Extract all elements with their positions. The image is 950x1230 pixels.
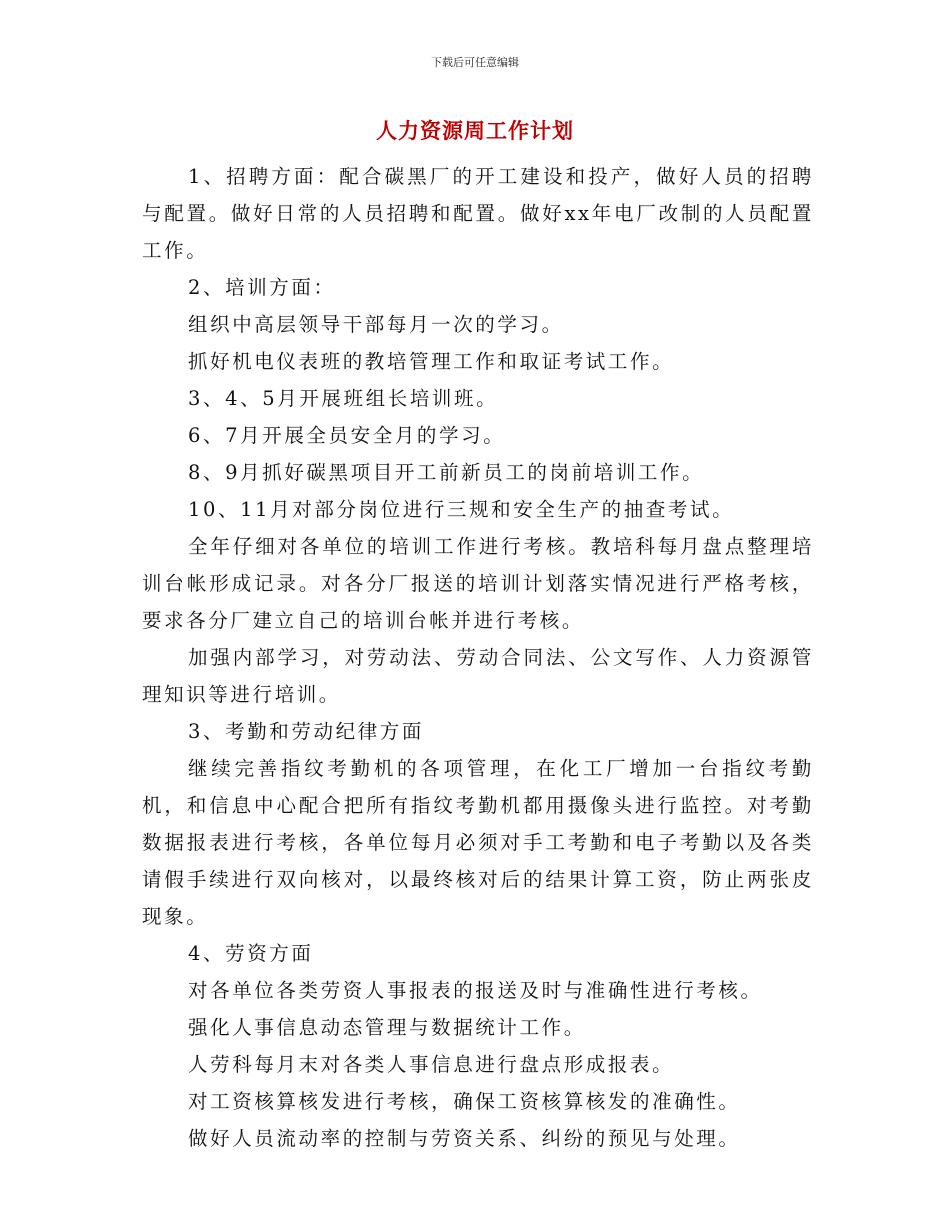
paragraph-attendance-detail: 继续完善指纹考勤机的各项管理，在化工厂增加一台指纹考勤机，和信息中心配合把所有指纹考勤机都用摄像头进行监控。对考勤数据报表进行考核，各单位每月必须对手工考勤和电子考勤以及各类请假手续进行双向核对，以最终核对后的结果计算工资，防止两张皮现象。 — [142, 757, 814, 928]
paragraph-training-instrument: 抓好机电仪表班的教培管理工作和取证考试工作。 — [188, 350, 675, 373]
paragraph-payroll-statistics: 强化人事信息动态管理与数据统计工作。 — [188, 1016, 586, 1039]
document-title: 人力资源周工作计划 — [376, 118, 574, 143]
paragraph-payroll-heading: 4、劳资方面 — [188, 942, 314, 965]
paragraph-payroll-reports: 对各单位各类劳资人事报表的报送及时与准确性进行考核。 — [188, 979, 763, 1002]
paragraph-training-study: 组织中高层领导干部每月一次的学习。 — [188, 313, 564, 336]
paragraph-payroll-turnover: 做好人员流动率的控制与劳资关系、纠纷的预见与处理。 — [188, 1127, 741, 1150]
paragraph-training-mar-may: 3、4、5月开展班组长培训班。 — [188, 387, 499, 410]
document-body — [142, 158, 814, 1157]
paragraph-training-jun-jul: 6、7月开展全员安全月的学习。 — [188, 424, 506, 447]
paragraph-training-heading: 2、培训方面： — [188, 276, 336, 299]
header-note: 下载后可任意编辑 — [431, 56, 519, 69]
paragraph-internal-study: 加强内部学习，对劳动法、劳动合同法、公文写作、人力资源管理知识等进行培训。 — [142, 646, 814, 706]
paragraph-payroll-wages: 对工资核算核发进行考核，确保工资核算核发的准确性。 — [188, 1090, 741, 1113]
paragraph-training-aug-sep: 8、9月抓好碳黑项目开工前新员工的岗前培训工作。 — [188, 461, 705, 484]
paragraph-attendance-heading: 3、考勤和劳动纪律方面 — [188, 720, 425, 743]
paragraph-recruitment: 1、招聘方面：配合碳黑厂的开工建设和投产，做好人员的招聘与配置。做好日常的人员招聘和配置。做好xx年电厂改制的人员配置工作。 — [142, 165, 814, 262]
paragraph-training-assessment: 全年仔细对各单位的培训工作进行考核。教培科每月盘点整理培训台帐形成记录。对各分厂报送的培训计划落实情况进行严格考核，要求各分厂建立自己的培训台帐并进行考核。 — [142, 535, 814, 632]
paragraph-training-oct-nov: 10、11月对部分岗位进行三规和安全生产的抽查考试。 — [188, 498, 735, 521]
paragraph-payroll-monthly: 人劳科每月末对各类人事信息进行盘点形成报表。 — [188, 1053, 675, 1076]
